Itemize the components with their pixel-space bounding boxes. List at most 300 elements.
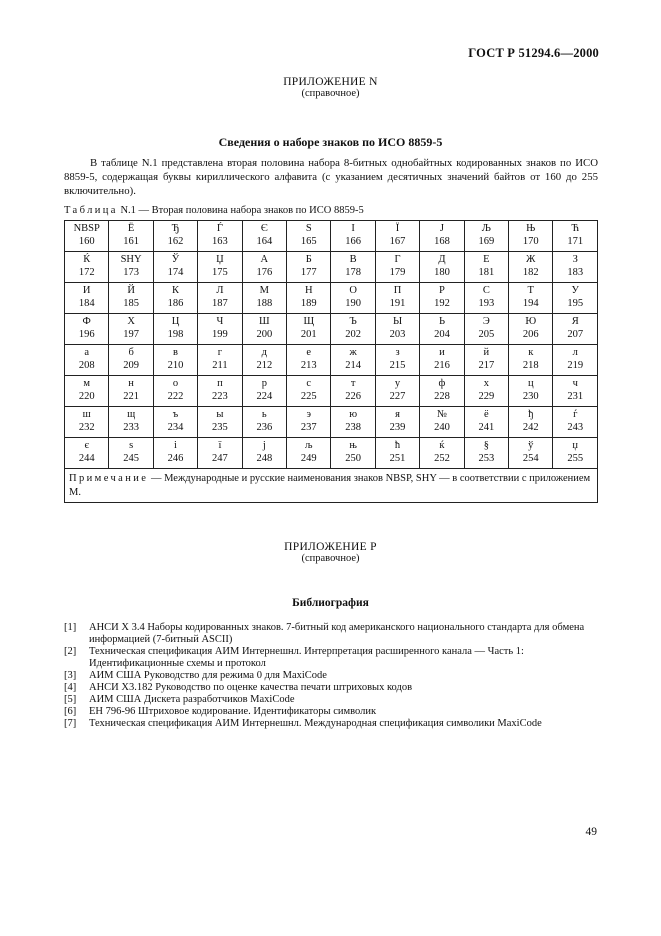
character-cell bbox=[287, 345, 331, 376]
character-code: 224 bbox=[256, 391, 273, 402]
character-cell bbox=[153, 221, 197, 252]
character-glyph: џ bbox=[572, 440, 579, 451]
character-glyph: й bbox=[483, 347, 490, 358]
character-code: 165 bbox=[300, 236, 317, 247]
character-code: 171 bbox=[567, 236, 584, 247]
character-glyph: є bbox=[84, 440, 89, 451]
character-cell bbox=[420, 438, 464, 469]
character-glyph: I bbox=[351, 223, 355, 234]
character-code: 232 bbox=[78, 422, 95, 433]
character-code: 231 bbox=[567, 391, 584, 402]
character-glyph: Ў bbox=[171, 254, 180, 265]
character-code: 228 bbox=[434, 391, 450, 402]
character-cell bbox=[331, 252, 375, 283]
character-code: 213 bbox=[300, 360, 317, 371]
character-cell bbox=[553, 407, 598, 438]
bibliography-item bbox=[64, 706, 598, 718]
character-glyph: ј bbox=[262, 440, 266, 451]
table-note bbox=[65, 469, 598, 503]
character-code: 253 bbox=[478, 453, 495, 464]
character-cell bbox=[153, 407, 197, 438]
character-code: 176 bbox=[256, 267, 273, 278]
character-cell bbox=[198, 407, 242, 438]
character-cell bbox=[420, 376, 464, 407]
character-code: 236 bbox=[256, 422, 273, 433]
character-cell bbox=[420, 283, 464, 314]
character-cell bbox=[198, 438, 242, 469]
character-glyph: § bbox=[483, 440, 489, 451]
character-cell bbox=[65, 438, 109, 469]
character-cell bbox=[420, 407, 464, 438]
character-code: 187 bbox=[212, 298, 228, 309]
character-glyph: Њ bbox=[526, 223, 536, 234]
character-code: 167 bbox=[389, 236, 406, 247]
character-cell bbox=[242, 283, 286, 314]
appendix-n-title: ПРИЛОЖЕНИЕ N bbox=[283, 76, 378, 88]
character-glyph: ѕ bbox=[129, 440, 134, 451]
character-glyph: к bbox=[528, 347, 534, 358]
character-cell bbox=[509, 407, 553, 438]
character-code: 218 bbox=[522, 360, 539, 371]
character-glyph: Е bbox=[483, 254, 490, 265]
character-cell bbox=[153, 438, 197, 469]
character-code: 201 bbox=[300, 329, 317, 340]
character-code: 168 bbox=[434, 236, 450, 247]
character-glyph: ш bbox=[82, 409, 91, 420]
character-glyph: ќ bbox=[439, 440, 445, 451]
character-cell bbox=[553, 283, 598, 314]
bibliography-item-number: [3] bbox=[64, 670, 77, 681]
character-glyph: ї bbox=[218, 440, 222, 451]
intro-paragraph: В таблице N.1 представлена вторая половина набора 8-битных однобайтных кодированных знаков по ИСО 8859-5, содержащая буквы кириллического алфавита (с указанием десятичных значений байтов от 160 до 255 включительно). bbox=[64, 157, 598, 197]
character-glyph: ц bbox=[527, 378, 534, 389]
table-row bbox=[65, 283, 598, 314]
character-cell bbox=[287, 407, 331, 438]
character-cell bbox=[198, 314, 242, 345]
character-glyph: № bbox=[436, 409, 447, 420]
character-code: 169 bbox=[478, 236, 495, 247]
bibliography-item-number: [4] bbox=[64, 682, 77, 693]
character-code: 243 bbox=[567, 422, 584, 433]
character-cell bbox=[287, 252, 331, 283]
bibliography-item-text: АИМ США Дискета разработчиков MaxiCode bbox=[89, 694, 295, 705]
character-cell bbox=[109, 314, 153, 345]
character-code: 192 bbox=[434, 298, 450, 309]
character-glyph: ы bbox=[216, 409, 224, 420]
bibliography-item bbox=[64, 622, 598, 646]
character-cell bbox=[375, 376, 419, 407]
table-caption bbox=[64, 205, 364, 216]
character-code: 225 bbox=[300, 391, 317, 402]
character-glyph: Э bbox=[482, 316, 490, 327]
character-code: 221 bbox=[123, 391, 139, 402]
character-glyph: Љ bbox=[481, 223, 491, 234]
character-code: 250 bbox=[345, 453, 362, 464]
character-glyph: ж bbox=[349, 347, 357, 358]
character-glyph: Ь bbox=[438, 316, 445, 327]
character-cell bbox=[153, 283, 197, 314]
character-code: 178 bbox=[345, 267, 362, 278]
character-glyph: У bbox=[571, 285, 579, 296]
appendix-p-subtitle: (справочное) bbox=[301, 553, 360, 564]
character-cell bbox=[509, 345, 553, 376]
character-cell bbox=[375, 407, 419, 438]
bibliography-item-text: Техническая спецификация АИМ Интернешнл. Интерпретация расширенного канала — Часть 1: Идентификационные схемы и протокол bbox=[89, 646, 524, 669]
character-code: 238 bbox=[345, 422, 362, 433]
character-cell bbox=[464, 221, 508, 252]
character-code: 181 bbox=[478, 267, 495, 278]
character-cell bbox=[464, 407, 508, 438]
character-glyph: Ъ bbox=[349, 316, 357, 327]
bibliography-item-number: [6] bbox=[64, 706, 77, 717]
character-glyph: Л bbox=[216, 285, 224, 296]
character-glyph: л bbox=[572, 347, 578, 358]
character-code: 230 bbox=[522, 391, 539, 402]
bibliography-item-text: АИМ США Руководство для режима 0 для MaxiCode bbox=[89, 670, 327, 681]
character-glyph: Р bbox=[439, 285, 445, 296]
page-number: 49 bbox=[585, 826, 597, 838]
character-glyph: Ж bbox=[526, 254, 536, 265]
character-glyph: Ї bbox=[395, 223, 400, 234]
character-code: 252 bbox=[434, 453, 450, 464]
character-glyph: с bbox=[306, 378, 312, 389]
character-cell bbox=[375, 438, 419, 469]
character-glyph: Ю bbox=[525, 316, 537, 327]
character-glyph: Т bbox=[527, 285, 534, 296]
bibliography-item-number: [5] bbox=[64, 694, 77, 705]
character-glyph: Ё bbox=[127, 223, 135, 234]
character-cell bbox=[464, 438, 508, 469]
character-glyph: а bbox=[84, 347, 90, 358]
bibliography-item-text: АНСИ Х3.182 Руководство по оценке качества печати штриховых кодов bbox=[89, 682, 413, 693]
bibliography-item-number: [2] bbox=[64, 646, 77, 657]
character-code: 209 bbox=[123, 360, 139, 371]
character-cell bbox=[375, 283, 419, 314]
character-code: 185 bbox=[123, 298, 139, 309]
character-glyph: ё bbox=[484, 409, 489, 420]
character-glyph: щ bbox=[127, 409, 136, 420]
bibliography-item bbox=[64, 646, 598, 670]
character-cell bbox=[287, 283, 331, 314]
table-note-row bbox=[65, 469, 598, 503]
character-glyph: е bbox=[306, 347, 312, 358]
character-glyph: ў bbox=[528, 440, 534, 451]
character-glyph: Ѓ bbox=[216, 223, 223, 234]
character-code: 204 bbox=[434, 329, 450, 340]
character-cell bbox=[331, 283, 375, 314]
character-glyph: и bbox=[439, 347, 445, 358]
character-glyph: Н bbox=[304, 285, 313, 296]
character-glyph: S bbox=[305, 223, 312, 234]
character-cell bbox=[509, 252, 553, 283]
character-table-body bbox=[65, 221, 598, 469]
character-glyph: Ћ bbox=[571, 223, 580, 234]
character-code: 200 bbox=[256, 329, 273, 340]
character-cell bbox=[553, 252, 598, 283]
character-glyph: J bbox=[439, 223, 444, 234]
character-cell bbox=[242, 438, 286, 469]
character-glyph: Я bbox=[571, 316, 579, 327]
character-glyph: ћ bbox=[394, 440, 401, 451]
bibliography-title: Библиография bbox=[292, 597, 369, 609]
character-code: 254 bbox=[522, 453, 539, 464]
character-code: 208 bbox=[78, 360, 95, 371]
bibliography-item-text: АНСИ Х 3.4 Наборы кодированных знаков. 7-битный код американского национального стандарта для обмена информацией (7-битный ASCII) bbox=[89, 622, 585, 645]
character-glyph: г bbox=[217, 347, 223, 358]
character-code: 216 bbox=[434, 360, 450, 371]
character-glyph: О bbox=[349, 285, 357, 296]
character-cell bbox=[109, 345, 153, 376]
character-glyph: А bbox=[260, 254, 269, 265]
character-code: 161 bbox=[123, 236, 139, 247]
character-glyph: И bbox=[82, 285, 91, 296]
character-code: 160 bbox=[78, 236, 95, 247]
character-glyph: В bbox=[349, 254, 357, 265]
character-glyph: і bbox=[174, 440, 177, 451]
character-cell bbox=[242, 345, 286, 376]
character-cell bbox=[420, 252, 464, 283]
character-glyph: ъ bbox=[172, 409, 179, 420]
character-glyph: Ы bbox=[392, 316, 403, 327]
character-cell bbox=[553, 314, 598, 345]
character-code: 186 bbox=[167, 298, 184, 309]
character-cell bbox=[331, 345, 375, 376]
character-cell bbox=[375, 221, 419, 252]
character-glyph: Ц bbox=[171, 316, 180, 327]
character-code: 190 bbox=[345, 298, 362, 309]
character-code: 207 bbox=[567, 329, 584, 340]
bibliography-item bbox=[64, 718, 598, 730]
character-code: 241 bbox=[478, 422, 495, 433]
character-code: 255 bbox=[567, 453, 584, 464]
table-row bbox=[65, 376, 598, 407]
character-glyph: Щ bbox=[303, 316, 315, 327]
character-cell bbox=[153, 345, 197, 376]
character-cell bbox=[109, 283, 153, 314]
character-cell bbox=[331, 438, 375, 469]
character-cell bbox=[198, 252, 242, 283]
character-code: 189 bbox=[300, 298, 317, 309]
character-cell bbox=[287, 314, 331, 345]
character-code: 164 bbox=[256, 236, 273, 247]
character-code: 233 bbox=[123, 422, 139, 433]
character-glyph: К bbox=[172, 285, 180, 296]
character-cell bbox=[242, 252, 286, 283]
character-glyph: њ bbox=[349, 440, 357, 451]
character-glyph: в bbox=[173, 347, 178, 358]
character-code: 163 bbox=[212, 236, 228, 247]
character-code: 202 bbox=[345, 329, 362, 340]
character-code: 223 bbox=[212, 391, 228, 402]
character-cell bbox=[375, 314, 419, 345]
table-row bbox=[65, 252, 598, 283]
appendix-p-heading bbox=[0, 541, 661, 564]
character-cell bbox=[109, 252, 153, 283]
character-code: 194 bbox=[522, 298, 539, 309]
character-code: 210 bbox=[167, 360, 184, 371]
character-glyph: Ђ bbox=[171, 223, 180, 234]
character-cell bbox=[509, 376, 553, 407]
character-glyph: SHY bbox=[120, 254, 142, 265]
character-glyph: н bbox=[128, 378, 134, 389]
character-glyph: ф bbox=[438, 378, 446, 389]
appendix-n-subtitle: (справочное) bbox=[301, 88, 360, 99]
character-code: 203 bbox=[389, 329, 406, 340]
character-cell bbox=[509, 283, 553, 314]
character-cell bbox=[553, 376, 598, 407]
character-glyph: д bbox=[261, 347, 267, 358]
table-caption-label: Таблица bbox=[64, 205, 118, 216]
character-code: 177 bbox=[300, 267, 317, 278]
character-cell bbox=[509, 314, 553, 345]
character-cell bbox=[242, 221, 286, 252]
character-code: 249 bbox=[300, 453, 317, 464]
character-cell bbox=[153, 252, 197, 283]
character-glyph: о bbox=[172, 378, 179, 389]
character-code: 239 bbox=[389, 422, 406, 433]
character-cell bbox=[464, 252, 508, 283]
character-cell bbox=[464, 345, 508, 376]
character-code: 206 bbox=[522, 329, 539, 340]
character-cell bbox=[242, 376, 286, 407]
character-code: 215 bbox=[389, 360, 406, 371]
document-code: ГОСТ Р 51294.6—2000 bbox=[468, 46, 599, 60]
character-cell bbox=[65, 252, 109, 283]
character-glyph: т bbox=[350, 378, 356, 389]
character-glyph: я bbox=[395, 409, 400, 420]
table-row bbox=[65, 407, 598, 438]
character-cell bbox=[331, 314, 375, 345]
character-code: 205 bbox=[478, 329, 495, 340]
character-code: 214 bbox=[345, 360, 362, 371]
character-cell bbox=[420, 345, 464, 376]
character-code: 229 bbox=[478, 391, 495, 402]
character-code: 196 bbox=[78, 329, 95, 340]
character-cell bbox=[65, 407, 109, 438]
character-cell bbox=[198, 345, 242, 376]
character-glyph: э bbox=[306, 409, 311, 420]
character-cell bbox=[109, 221, 153, 252]
character-glyph: ю bbox=[349, 409, 358, 420]
character-glyph: Ш bbox=[259, 316, 270, 327]
character-cell bbox=[509, 438, 553, 469]
table-note-label: Примечание bbox=[69, 473, 149, 484]
character-glyph: х bbox=[483, 378, 489, 389]
character-code: 199 bbox=[212, 329, 228, 340]
character-code: 175 bbox=[212, 267, 228, 278]
character-glyph: Г bbox=[394, 254, 401, 265]
character-glyph: ђ bbox=[528, 409, 534, 420]
character-code: 244 bbox=[78, 453, 95, 464]
bibliography-item-text: Техническая спецификация АИМ Интернешнл. Международная спецификация символики MaxiCode bbox=[89, 718, 542, 729]
character-cell bbox=[287, 376, 331, 407]
character-cell bbox=[331, 407, 375, 438]
character-code: 227 bbox=[389, 391, 406, 402]
bibliography-item bbox=[64, 682, 598, 694]
character-glyph: М bbox=[259, 285, 269, 296]
character-cell bbox=[109, 438, 153, 469]
character-code: 247 bbox=[212, 453, 228, 464]
character-code: 220 bbox=[78, 391, 95, 402]
character-code: 245 bbox=[123, 453, 139, 464]
character-glyph: з bbox=[395, 347, 400, 358]
character-cell bbox=[65, 376, 109, 407]
character-cell bbox=[65, 221, 109, 252]
character-code: 246 bbox=[167, 453, 184, 464]
character-glyph: р bbox=[261, 378, 267, 389]
character-code: 195 bbox=[567, 298, 584, 309]
character-glyph: ь bbox=[261, 409, 267, 420]
character-code: 248 bbox=[256, 453, 273, 464]
character-cell bbox=[109, 407, 153, 438]
bibliography-item bbox=[64, 694, 598, 706]
character-glyph: Й bbox=[127, 285, 135, 296]
character-cell bbox=[287, 438, 331, 469]
character-glyph: м bbox=[83, 378, 91, 389]
character-glyph: ѓ bbox=[573, 409, 578, 420]
character-code: 173 bbox=[123, 267, 139, 278]
character-code: 242 bbox=[522, 422, 539, 433]
character-code: 182 bbox=[522, 267, 539, 278]
character-cell bbox=[331, 376, 375, 407]
character-code: 197 bbox=[123, 329, 139, 340]
section-title: Сведения о наборе знаков по ИСО 8859-5 bbox=[218, 135, 443, 149]
character-glyph: NBSP bbox=[73, 223, 100, 234]
bibliography-list bbox=[64, 622, 598, 730]
character-cell bbox=[153, 376, 197, 407]
bibliography-item-number: [1] bbox=[64, 622, 77, 633]
appendix-p-title: ПРИЛОЖЕНИЕ Р bbox=[284, 541, 377, 553]
character-cell bbox=[464, 314, 508, 345]
character-code: 170 bbox=[522, 236, 539, 247]
character-glyph: Х bbox=[127, 316, 135, 327]
character-glyph: Б bbox=[305, 254, 312, 265]
character-code: 251 bbox=[389, 453, 406, 464]
table-caption-text: N.1 — Вторая половина набора знаков по ИСО 8859-5 bbox=[117, 205, 364, 216]
character-code: 198 bbox=[167, 329, 184, 340]
character-cell bbox=[242, 314, 286, 345]
character-cell bbox=[464, 376, 508, 407]
table-row bbox=[65, 221, 598, 252]
character-code: 183 bbox=[567, 267, 584, 278]
character-cell bbox=[509, 221, 553, 252]
character-glyph: у bbox=[394, 378, 401, 389]
character-glyph: б bbox=[128, 347, 134, 358]
character-code: 188 bbox=[256, 298, 273, 309]
character-glyph: Ф bbox=[82, 316, 91, 327]
character-code: 212 bbox=[256, 360, 273, 371]
table-row bbox=[65, 345, 598, 376]
character-glyph: Ќ bbox=[83, 254, 91, 265]
character-code: 222 bbox=[167, 391, 184, 402]
table-row bbox=[65, 438, 598, 469]
character-code: 226 bbox=[345, 391, 362, 402]
character-cell bbox=[242, 407, 286, 438]
character-cell bbox=[153, 314, 197, 345]
character-cell bbox=[65, 283, 109, 314]
character-code: 184 bbox=[78, 298, 95, 309]
character-cell bbox=[287, 221, 331, 252]
character-glyph: Ч bbox=[216, 316, 224, 327]
character-code: 211 bbox=[212, 360, 228, 371]
character-glyph: љ bbox=[304, 440, 313, 451]
character-cell bbox=[464, 283, 508, 314]
character-cell bbox=[553, 221, 598, 252]
character-cell bbox=[375, 252, 419, 283]
character-glyph: Д bbox=[438, 254, 446, 265]
character-cell bbox=[553, 438, 598, 469]
character-cell bbox=[65, 345, 109, 376]
